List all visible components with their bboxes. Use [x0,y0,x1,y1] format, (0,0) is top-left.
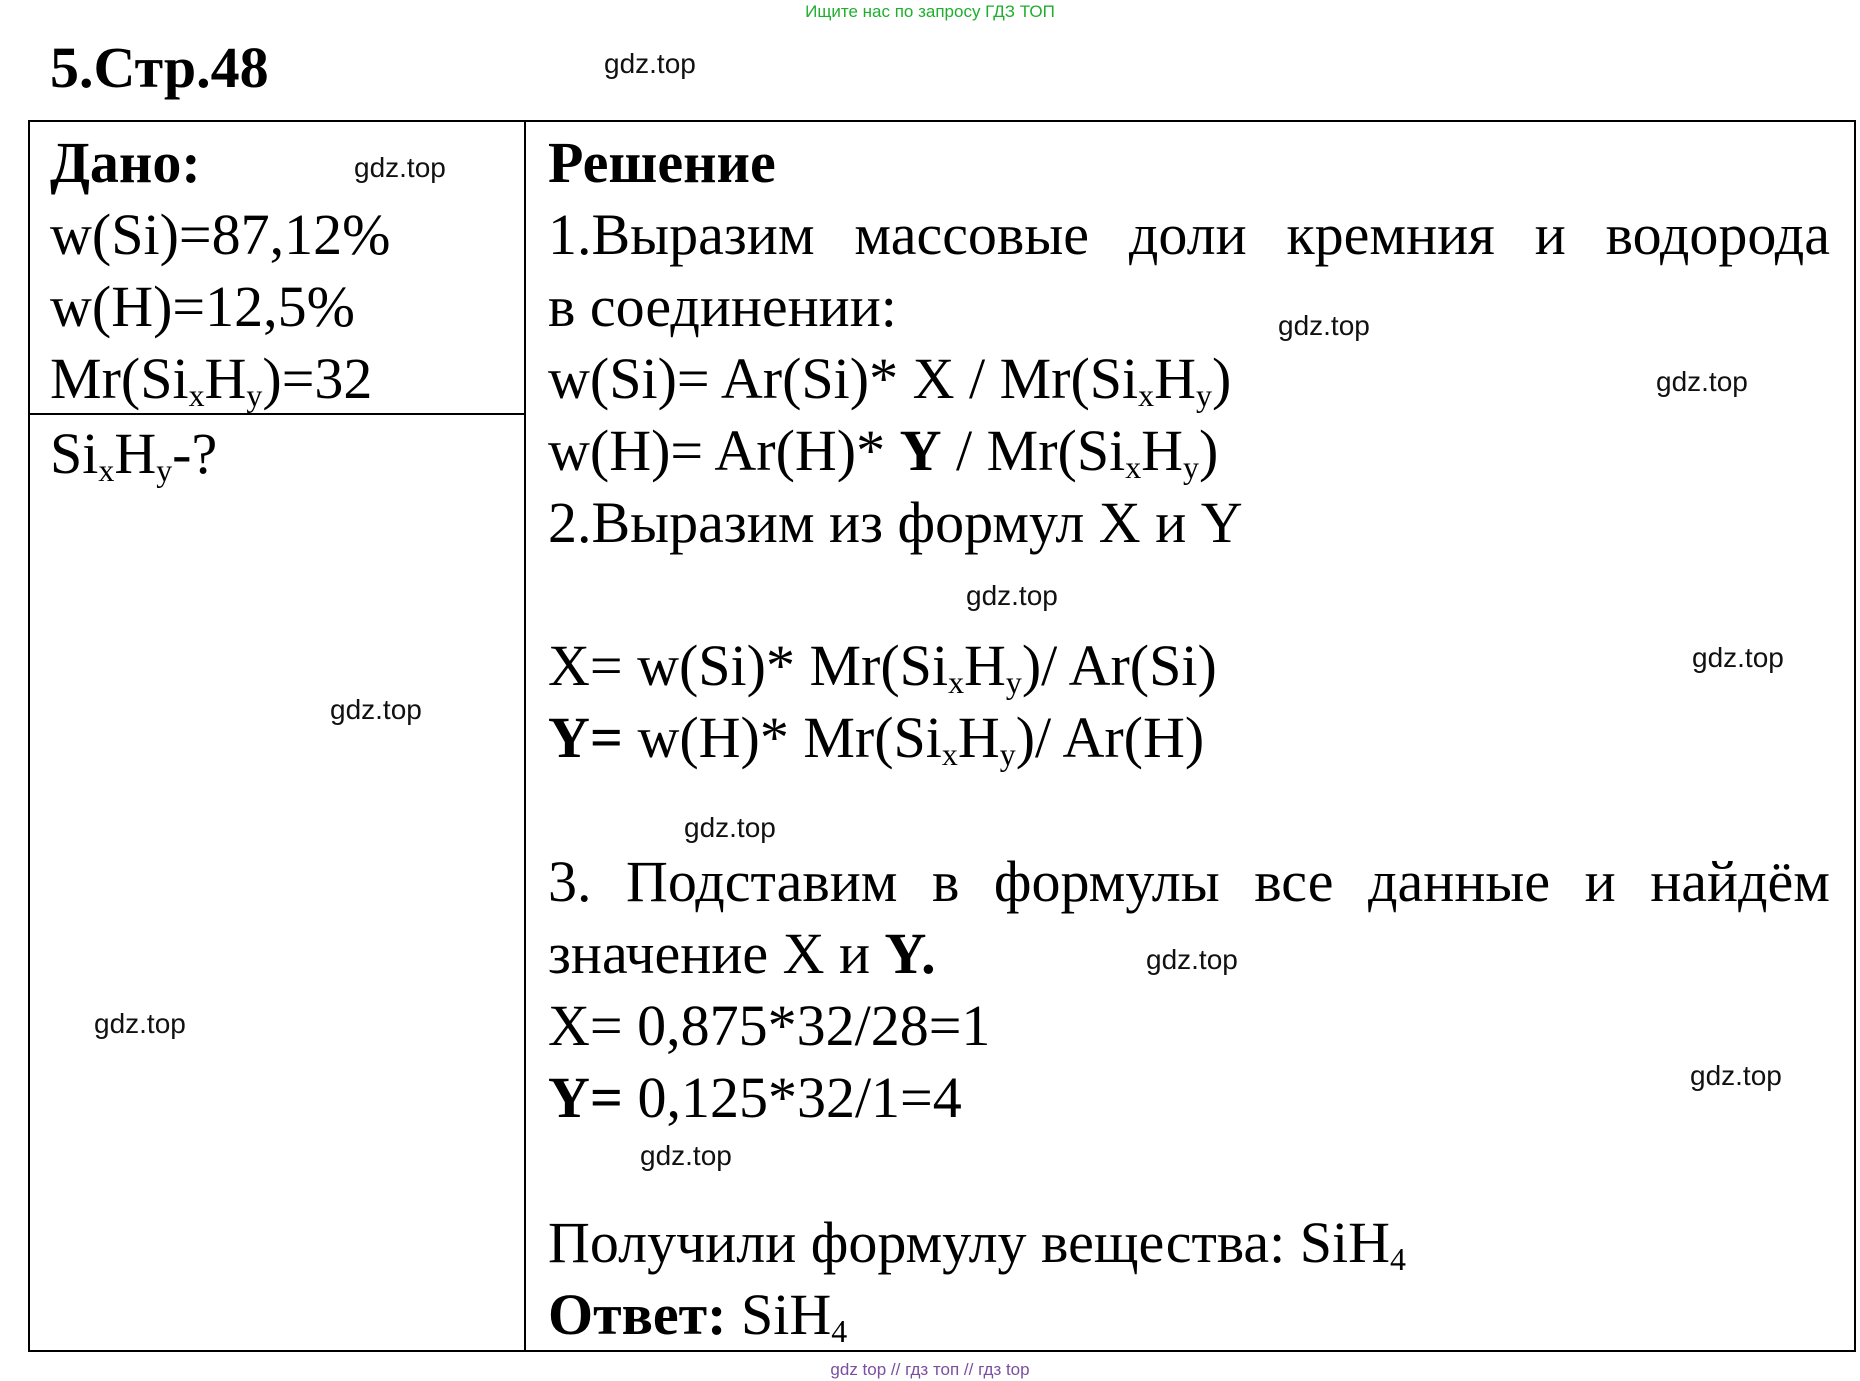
watermark: gdz.top [330,694,422,725]
step2: 2.Выразим из формул X и Y [548,490,1243,555]
given-w-si: w(Si)=87,12% [50,202,391,267]
top-banner: Ищите нас по запросу ГДЗ ТОП [805,2,1055,21]
formula-x: X= w(Si)* $Mr(Si_xH_y)/$ Ar(Si) [548,633,1217,700]
watermark: gdz.top [684,812,776,843]
watermark: gdz.top [94,1008,186,1039]
find-formula: $Si_xH_y-$? [50,421,218,488]
watermark: gdz.top [1656,366,1748,397]
formula-y: Y= w(H)* $Mr(Si_xH_y)/$ Ar(H) [548,705,1205,772]
given-heading: Дано: [50,130,201,195]
watermark: gdz.top [1692,642,1784,673]
watermark: gdz.top [354,152,446,183]
watermark: gdz.top [966,580,1058,611]
answer-line: Ответ: SiH$_4$ [548,1282,848,1349]
step3-line2: значение X и Y. [548,921,936,986]
watermark: gdz.top [640,1140,732,1171]
given-mr: $Mr(Si_xH_y)=32$ [50,346,373,413]
bottom-footer: gdz top // гдз топ // гдз top [830,1360,1030,1379]
watermark: gdz.top [1146,944,1238,975]
column-divider [524,120,526,1352]
page-title: 5.Стр.48 [50,35,269,100]
watermark: gdz.top [604,48,696,79]
calc-y: Y= 0,125*32/1=4 [548,1065,962,1130]
given-w-h: w(H)=12,5% [50,274,355,339]
solution-heading: Решение [548,130,776,195]
step3-line1: 3. Подставим в формулы все данные и найдём [548,849,1830,914]
watermark: gdz.top [1690,1060,1782,1091]
calc-x: X= 0,875*32/28=1 [548,993,991,1058]
formula-w-si: w(Si)= Ar(Si)* X / $Mr(Si_xH_y)$ [548,346,1232,413]
formula-w-h: w(H)= Ar(H)* Y / $Mr(Si_xH_y)$ [548,418,1219,485]
step1-line1: 1.Выразим массовые доли кремния и водорода [548,202,1830,267]
watermark: gdz.top [1278,310,1370,341]
result-line: Получили формулу вещества: SiH$_4$ [548,1210,1406,1277]
step1-line2: в соединении: [548,274,897,339]
